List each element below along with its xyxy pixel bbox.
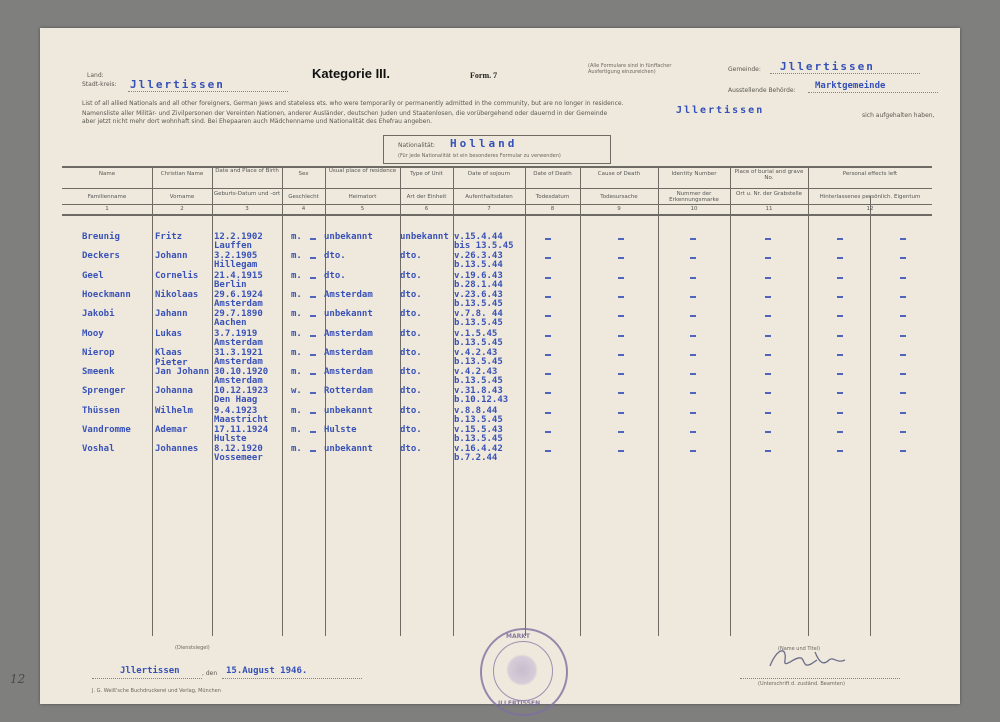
den-label: , den (202, 670, 218, 677)
empty-mark (310, 315, 316, 317)
cell-sojourn-from: v.15.4.44 (454, 232, 503, 242)
cell-sojourn-to: bis 13.5.45 (454, 241, 514, 251)
cell-birth-date: 30.10.1920 (214, 367, 269, 378)
empty-mark (837, 277, 843, 279)
description-english: List of all allied Nationals and all other foreigners, German Jews and stateless ets. who were temporarily or permanently admitted in the community, but are no longer in residence. (82, 100, 624, 107)
empty-mark (618, 412, 624, 414)
col-header-residence: Usual place of residence (328, 168, 397, 174)
cell-residence: unbekannt (324, 309, 373, 320)
empty-mark (690, 354, 696, 356)
cell-first-name: Jan Johann (155, 367, 210, 378)
form-number: Form. 7 (470, 71, 498, 80)
cell-birth-place: Amsterdam (214, 376, 263, 387)
empty-mark (690, 450, 696, 452)
cell-unit: dto. (400, 386, 422, 397)
cell-sex: m. (291, 328, 302, 339)
description-place: Jllertissen (676, 105, 765, 116)
cell-unit: dto. (400, 347, 422, 358)
empty-mark (690, 373, 696, 375)
cell-name: Deckers (82, 251, 120, 262)
empty-mark (765, 335, 771, 337)
cell-unit: dto. (400, 425, 422, 435)
col-divider (212, 166, 213, 636)
empty-mark (545, 450, 551, 452)
cell-sojourn-from: v.26.3.43 (454, 251, 503, 262)
gemeinde-value: Jllertissen (780, 60, 875, 73)
kreis-line (128, 91, 288, 92)
cell-first-name: Nikolaas (155, 289, 199, 300)
nationality-note: (Für jede Nationalität ist ein besonderes Formular zu verwenden) (398, 153, 561, 159)
table-sub-rule (62, 204, 932, 205)
empty-mark (618, 296, 624, 298)
cell-residence: Amsterdam (324, 367, 373, 378)
cell-unit: dto. (400, 289, 422, 300)
cell-first-name: Johann (155, 251, 188, 262)
empty-mark (690, 257, 696, 259)
col-divider (808, 166, 809, 636)
cell-residence: Amsterdam (324, 289, 373, 300)
empty-mark (310, 335, 316, 337)
signature-label: (Unterschrift d. zuständ. Beamten) (758, 681, 845, 687)
empty-mark (310, 431, 316, 433)
empty-mark (310, 354, 316, 356)
cell-sojourn-to: b.10.12.43 (454, 395, 509, 406)
signature (765, 638, 855, 678)
empty-mark (618, 277, 624, 279)
empty-mark (900, 373, 906, 375)
kreis-value: Jllertissen (130, 78, 225, 91)
col-number: 11 (765, 206, 773, 212)
cell-sojourn-to: b.13.5.45 (454, 356, 503, 367)
empty-mark (545, 296, 551, 298)
description-german-3: aber jetzt nicht mehr dort wohnhaft sind. Bei Ehepaaren auch Mädchenname und Nationalität des Ehefrau angeben. (82, 118, 433, 125)
col-header-burial-de: Ort u. Nr. der Grabstelle (736, 191, 802, 197)
seal-text-top: MARKT (506, 633, 530, 640)
empty-mark (900, 257, 906, 259)
col-header-sex: Sex (298, 171, 309, 177)
cell-birth-place: Amsterdam (214, 356, 263, 367)
cell-sex: m. (291, 251, 302, 262)
cell-birth-place: Hulste (214, 434, 247, 444)
empty-mark (900, 354, 906, 356)
cell-birth-place: Berlin (214, 279, 247, 290)
empty-mark (618, 257, 624, 259)
cell-sex: m. (291, 405, 302, 416)
empty-mark (618, 431, 624, 433)
cell-residence: unbekannt (324, 444, 373, 455)
cell-name: Voshal (82, 444, 115, 455)
cell-birth-date: 3.7.1919 (214, 328, 258, 339)
col-header-death-cause: Cause of Death (597, 171, 641, 177)
empty-mark (765, 392, 771, 394)
empty-mark (900, 392, 906, 394)
cell-first-name: Johanna (155, 386, 193, 397)
col-number: 8 (550, 206, 555, 212)
cell-name: Geel (82, 270, 104, 281)
table-mid-rule (62, 188, 932, 189)
empty-mark (765, 315, 771, 317)
cell-sojourn-to: b.28.1.44 (454, 279, 503, 290)
col-header-christian-de: Vorname (169, 194, 195, 200)
col-number: 7 (487, 206, 491, 212)
behoerde-label: Ausstellende Behörde: (728, 87, 796, 94)
cell-first-name: Johannes (155, 444, 199, 455)
kreis-label: Stadt-kreis: (82, 81, 117, 88)
seal-inner-ring (493, 641, 553, 701)
empty-mark (837, 373, 843, 375)
description-german-2: sich aufgehalten haben, (862, 112, 935, 119)
cell-birth-date: 21.4.1915 (214, 270, 263, 281)
cell-sojourn-to: b.13.5.45 (454, 434, 503, 444)
cell-birth-date: 8.12.1920 (214, 444, 263, 455)
col-number: 10 (690, 206, 698, 212)
cell-sex: w. (291, 386, 302, 397)
cell-sojourn-from: v.1.5.45 (454, 328, 498, 339)
col-header-birth-de: Geburts-Datum und -ort (213, 191, 281, 197)
col-divider (282, 166, 283, 636)
cell-sojourn-to: b.13.5.45 (454, 414, 503, 425)
col-number: 2 (180, 206, 184, 212)
empty-mark (618, 354, 624, 356)
empty-mark (690, 296, 696, 298)
empty-mark (310, 277, 316, 279)
printer-note: J. G. Weiß'sche Buchdruckerei und Verlag, München (92, 688, 221, 694)
cell-sojourn-to: b.13.5.45 (454, 376, 503, 387)
empty-mark (900, 335, 906, 337)
table-head-rule (62, 214, 932, 216)
footer-place: Jllertissen (120, 666, 180, 676)
empty-mark (545, 315, 551, 317)
margin-note: 12 (10, 672, 26, 686)
empty-mark (618, 373, 624, 375)
cell-birth-place: Lauffen (214, 241, 252, 251)
date-line (222, 678, 362, 679)
col-header-death-date-de: Todesdatum (535, 194, 570, 200)
cell-unit: dto. (400, 444, 422, 455)
col-header-name: Name (98, 171, 116, 177)
gemeinde-line (770, 73, 920, 74)
official-seal (480, 628, 568, 716)
cell-residence: Amsterdam (324, 347, 373, 358)
empty-mark (690, 238, 696, 240)
col-header-unit: Type of Unit (410, 171, 443, 177)
document-page (40, 28, 960, 707)
cell-residence: Amsterdam (324, 328, 373, 339)
cell-first-name: Fritz (155, 232, 183, 242)
cell-sojourn-to: b.13.5.44 (454, 260, 503, 271)
signature-title-label: (Name und Titel) (778, 646, 821, 652)
cell-name: Smeenk (82, 367, 115, 378)
col-header-sojourn-de: Aufenthaltsdaten (465, 194, 513, 200)
empty-mark (900, 315, 906, 317)
empty-mark (545, 354, 551, 356)
cell-sojourn-to: b.13.5.45 (454, 298, 503, 309)
empty-mark (618, 392, 624, 394)
empty-mark (900, 431, 906, 433)
empty-mark (765, 412, 771, 414)
empty-mark (310, 392, 316, 394)
cell-first-name: Klaas (155, 347, 183, 358)
nationality-value: Holland (450, 137, 518, 150)
cell-birth-date: 29.7.1890 (214, 309, 263, 320)
empty-mark (310, 238, 316, 240)
cell-residence: Hulste (324, 425, 357, 435)
col-divider (730, 166, 731, 636)
empty-mark (900, 238, 906, 240)
empty-mark (837, 431, 843, 433)
cell-sojourn-from: v.7.8. 44 (454, 309, 503, 320)
cell-birth-place: Amsterdam (214, 337, 263, 348)
empty-mark (765, 257, 771, 259)
col-number: 1 (105, 206, 109, 212)
footer-date: 15.August 1946. (226, 666, 308, 676)
seal-emblem (506, 654, 538, 686)
cell-birth-date: 31.3.1921 (214, 347, 263, 358)
behoerde-line (808, 92, 938, 93)
empty-mark (837, 354, 843, 356)
empty-mark (900, 450, 906, 452)
empty-mark (900, 277, 906, 279)
empty-mark (545, 373, 551, 375)
cell-birth-place: Den Haag (214, 395, 258, 406)
cell-sex: m. (291, 309, 302, 320)
col-header-death-cause-de: Todesursache (600, 194, 638, 200)
cell-birth-place: Vossemeer (214, 453, 263, 464)
empty-mark (310, 412, 316, 414)
behoerde-value: Marktgemeinde (815, 81, 886, 91)
cell-birth-date: 3.2.1905 (214, 251, 258, 262)
cell-first-name: Wilhelm (155, 405, 193, 416)
col-number: 6 (424, 206, 429, 212)
empty-mark (545, 335, 551, 337)
cell-name: Breunig (82, 232, 120, 242)
col-header-christian: Christian Name (160, 171, 204, 177)
col-divider (580, 166, 581, 636)
cell-name: Nierop (82, 347, 115, 358)
empty-mark (837, 412, 843, 414)
empty-mark (690, 315, 696, 317)
col-header-sojourn: Date of sojourn (467, 171, 511, 177)
cell-sojourn-from: v.4.2.43 (454, 367, 498, 378)
empty-mark (545, 431, 551, 433)
empty-mark (765, 373, 771, 375)
empty-mark (545, 412, 551, 414)
cell-birth-place: Amsterdam (214, 298, 263, 309)
cell-sojourn-to: b.13.5.45 (454, 318, 503, 329)
empty-mark (765, 431, 771, 433)
cell-sojourn-from: v.4.2.43 (454, 347, 498, 358)
empty-mark (837, 315, 843, 317)
empty-mark (545, 257, 551, 259)
empty-mark (837, 335, 843, 337)
cell-residence: dto. (324, 270, 346, 281)
cell-name: Vandromme (82, 425, 131, 435)
col-header-name-de: Familienname (87, 194, 127, 200)
cell-birth-place: Hillegam (214, 260, 258, 271)
cell-name: Thüssen (82, 405, 120, 416)
cell-residence: unbekannt (324, 405, 373, 416)
cell-sojourn-from: v.23.6.43 (454, 289, 503, 300)
empty-mark (618, 450, 624, 452)
col-header-birth: Date and Place of Birth (215, 168, 279, 174)
empty-mark (310, 257, 316, 259)
cell-name: Sprenger (82, 386, 126, 397)
seal-text-bottom: JLLERTISSEN (498, 700, 541, 707)
cell-birth-place: Aachen (214, 318, 247, 329)
cell-sex: m. (291, 425, 302, 435)
cell-sojourn-from: v.15.5.43 (454, 425, 503, 435)
cell-sex: m. (291, 444, 302, 455)
col-divider (152, 166, 153, 636)
empty-mark (310, 450, 316, 452)
cell-first-name: Ademar (155, 425, 188, 435)
col-number: 4 (301, 206, 306, 212)
empty-mark (837, 450, 843, 452)
empty-mark (837, 238, 843, 240)
empty-mark (765, 277, 771, 279)
cell-unit: dto. (400, 405, 422, 416)
empty-mark (618, 335, 624, 337)
cell-unit: unbekannt (400, 232, 449, 242)
empty-mark (765, 238, 771, 240)
empty-mark (765, 354, 771, 356)
page-title: Kategorie III. (312, 66, 391, 81)
cell-birth-date: 17.11.1924 (214, 425, 269, 435)
empty-mark (310, 373, 316, 375)
empty-mark (765, 450, 771, 452)
empty-mark (690, 335, 696, 337)
empty-mark (690, 412, 696, 414)
cell-first-name: Cornelis (155, 270, 199, 281)
cell-sex: m. (291, 270, 302, 281)
cell-sojourn-to: b.13.5.45 (454, 337, 503, 348)
place-line (92, 678, 202, 679)
col-header-identity-de: Nummer der Erkennungsmarke (669, 191, 719, 204)
cell-birth-date: 12.2.1902 (214, 232, 263, 242)
col-header-death-date: Date of Death (533, 171, 572, 177)
cell-birth-date: 10.12.1923 (214, 386, 269, 397)
cell-unit: dto. (400, 251, 422, 262)
col-header-residence-de: Heimatort (348, 194, 377, 200)
col-header-unit-de: Art der Einheit (406, 194, 447, 200)
cell-sex: m. (291, 347, 302, 358)
form-note: (Alle Formulare sind in fünffacher Ausfertigung einzureichen) (588, 63, 672, 75)
empty-mark (310, 296, 316, 298)
empty-mark (618, 315, 624, 317)
col-header-identity: Identity Number (671, 171, 717, 177)
cell-residence: dto. (324, 251, 346, 262)
empty-mark (837, 257, 843, 259)
dienstsiegel-label: (Dienstsiegel) (175, 645, 210, 651)
col-divider (525, 166, 526, 636)
cell-sojourn-to: b.7.2.44 (454, 453, 498, 464)
cell-birth-date: 9.4.1923 (214, 405, 258, 416)
empty-mark (837, 392, 843, 394)
empty-mark (765, 296, 771, 298)
empty-mark (690, 392, 696, 394)
cell-sojourn-from: v.8.8.44 (454, 405, 498, 416)
cell-birth-place: Maastricht (214, 414, 269, 425)
col-header-burial: Place of burial and grave No. (734, 169, 804, 182)
empty-mark (900, 412, 906, 414)
cell-sojourn-from: v.31.8.43 (454, 386, 503, 397)
cell-residence: Rotterdam (324, 386, 373, 397)
cell-first-name: Lukas (155, 328, 183, 339)
cell-sex: m. (291, 289, 302, 300)
empty-mark (545, 392, 551, 394)
nationality-label: Nationalität: (398, 142, 436, 149)
empty-mark (690, 277, 696, 279)
nationality-box (383, 135, 611, 164)
cell-unit: dto. (400, 270, 422, 281)
cell-sex: m. (291, 367, 302, 378)
cell-sex: m. (291, 232, 302, 242)
col-divider-sub (870, 196, 871, 636)
empty-mark (837, 296, 843, 298)
col-header-sex-de: Geschlecht (288, 194, 319, 200)
cell-birth-date: 29.6.1924 (214, 289, 263, 300)
col-header-effects-de: Hinterlassenes persönlich. Eigentum (819, 194, 921, 200)
col-number: 5 (360, 206, 365, 212)
col-header-effects: Personal effects left (842, 171, 898, 177)
col-number: 3 (245, 206, 249, 212)
land-label: Land: (87, 72, 104, 79)
col-divider (658, 166, 659, 636)
empty-mark (690, 431, 696, 433)
gemeinde-label: Gemeinde: (728, 66, 761, 73)
cell-sojourn-from: v.19.6.43 (454, 270, 503, 281)
description-german-1: Namensliste aller Militär- und Zivilpersonen der Vereinten Nationen, anderer Ausländer, deutschen Juden und Staatenlosen, die vorübergehend oder dauernd in der Gemeinde (82, 110, 608, 117)
col-number: 9 (617, 206, 621, 212)
empty-mark (545, 277, 551, 279)
col-number: 12 (866, 206, 874, 212)
cell-unit: dto. (400, 309, 422, 320)
cell-residence: unbekannt (324, 232, 373, 242)
cell-unit: dto. (400, 328, 422, 339)
empty-mark (545, 238, 551, 240)
empty-mark (618, 238, 624, 240)
cell-unit: dto. (400, 367, 422, 378)
cell-sojourn-from: v.16.4.42 (454, 444, 503, 455)
table-top-rule (62, 166, 932, 168)
cell-name: Jakobi (82, 309, 115, 320)
cell-name: Hoeckmann (82, 289, 131, 300)
cell-name: Mooy (82, 328, 104, 339)
cell-first-name: Jahann (155, 309, 188, 320)
empty-mark (900, 296, 906, 298)
cell-first-name-extra: Pieter (155, 358, 188, 369)
signature-line (740, 678, 900, 679)
